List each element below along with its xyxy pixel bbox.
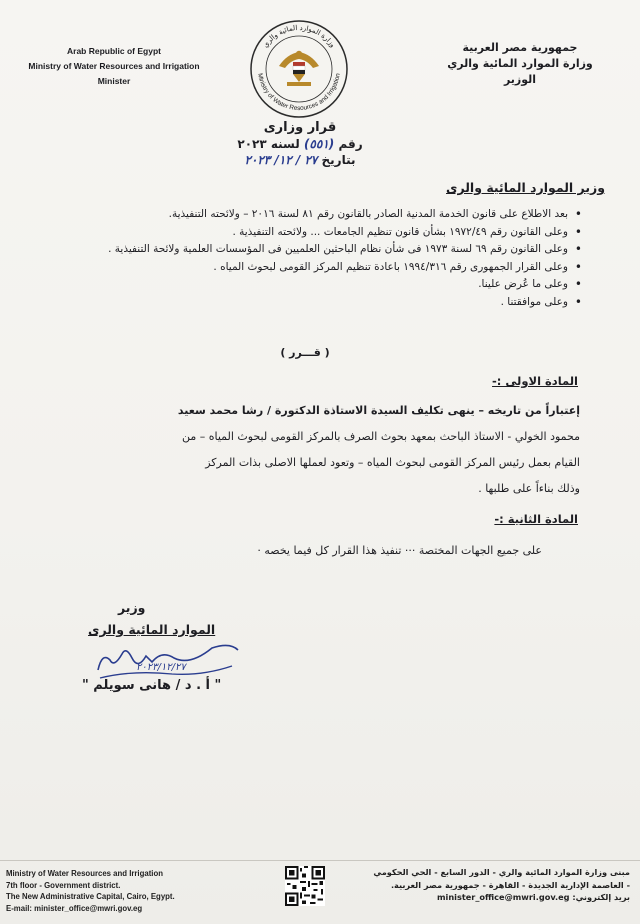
- signatory-name: " أ . د / هانى سويلم ": [82, 678, 222, 693]
- footer-line: 7th floor - Government district.: [6, 880, 121, 890]
- footer-line: Ministry of Water Resources and Irrigation: [6, 869, 163, 878]
- preamble-item: • بعد الاطلاع على قانون الخدمة المدنية الصادر بالقانون رقم ٨١ لسنة ٢٠١٦ – ولائحته التنفيذية.: [62, 206, 582, 224]
- header-ministry-ar: وزارة الموارد المائية والري: [447, 57, 593, 70]
- decree-date: [200, 153, 400, 167]
- signature-ministry: الموارد المائية والرى: [88, 622, 216, 637]
- decree-number-suffix: لسنه ٢٠٢٣: [237, 137, 300, 151]
- preamble-item: • وعلى القانون رقم ٦٩ لسنة ١٩٧٣ فى شأن نظام الباحثين العلميين فى المؤسسات العلمية ولائحة التنفيذية .: [62, 241, 582, 259]
- article1-line: إعتباراً من تاريخه – ينهى تكليف السيدة الاستاذة الدكتورة / رشا محمد سعيد: [177, 404, 580, 417]
- signature-title: وزير: [118, 600, 146, 615]
- decree-date-value: ٢٧ / ١٢/ ٢٠٢٣: [244, 153, 318, 167]
- preamble-item: • وعلى ما عُرض علينا.: [62, 276, 582, 294]
- article2-heading: المادة الثانية :-: [494, 512, 578, 526]
- qr-code-icon[interactable]: [285, 866, 325, 906]
- minister-heading: وزير الموارد المائية والرى: [446, 180, 605, 195]
- footer-line: مبنى وزارة الموارد المائية والري - الدور السابع - الحي الحكومي: [373, 867, 630, 877]
- decree-number-prefix: رقم: [338, 137, 363, 151]
- preamble-item: • وعلى القرار الجمهورى رقم ١٩٩٤/٣١٦ باعادة تنظيم المركز القومى لبحوث المياه .: [62, 259, 582, 277]
- footer-arabic: [370, 866, 630, 904]
- header-minister-ar: الوزير: [503, 73, 537, 86]
- seal-text-bottom: Ministry of Water Resources and Irrigation: [256, 72, 342, 113]
- header-arabic: [430, 40, 610, 88]
- header-ministry: Ministry of Water Resources and Irrigation: [28, 61, 200, 71]
- article2-text: على جميع الجهات المختصة ··· تنفيذ هذا القرار كل فيما يخصه ·: [257, 544, 542, 557]
- decided-heading: ( قـــرر ): [280, 346, 330, 359]
- footer-line: - العاصمة الإدارية الجديدة - القاهرة - جمهورية مصر العربية.: [390, 879, 630, 890]
- footer-divider: [0, 860, 640, 861]
- decree-title: قرار وزارى: [263, 120, 337, 135]
- article1-line: القيام بعمل رئيس المركز القومى لبحوث المياه – وتعود لعملها الاصلى بذات المركز: [205, 456, 580, 469]
- signature-date: ٢٠٢٣/١٢/٢٧: [136, 662, 186, 673]
- preamble-item: • وعلى القانون رقم ١٩٧٢/٤٩ بشأن قانون تنظيم الجامعات ... ولائحته التنفيذية .: [62, 224, 582, 242]
- footer-email-ar[interactable]: بريد إلكتروني: minister_office@mwri.gov.eg: [436, 892, 630, 902]
- article1-line: وذلك بناءاً على طلبها .: [478, 482, 580, 495]
- seal-text-top: وزارة الموارد المائية والري: [261, 23, 337, 50]
- header-country-ar: جمهورية مصر العربية: [462, 41, 578, 54]
- article1-heading: المادة الاولى :-: [492, 374, 578, 388]
- decree-number-value: (٥٥١): [303, 137, 335, 151]
- decree-number: [200, 137, 400, 151]
- decree-date-prefix: بتاريخ: [321, 153, 356, 167]
- preamble-list: [62, 206, 582, 311]
- footer-line: The New Administrative Capital, Cairo, Egypt.: [6, 892, 175, 901]
- footer-english: [6, 868, 236, 914]
- header-minister: Minister: [97, 76, 131, 86]
- footer-email[interactable]: E-mail: minister_office@mwri.gov.eg: [6, 903, 143, 913]
- preamble-item: • وعلى موافقتنا .: [62, 294, 582, 312]
- header-country: Arab Republic of Egypt: [67, 46, 161, 56]
- article1-line: محمود الخولي - الاستاذ الباحث بمعهد بحوث الصرف بالمركز القومى لبحوث المياه – من: [181, 430, 580, 443]
- ministry-seal-icon: [248, 18, 350, 120]
- header-english: [14, 44, 214, 89]
